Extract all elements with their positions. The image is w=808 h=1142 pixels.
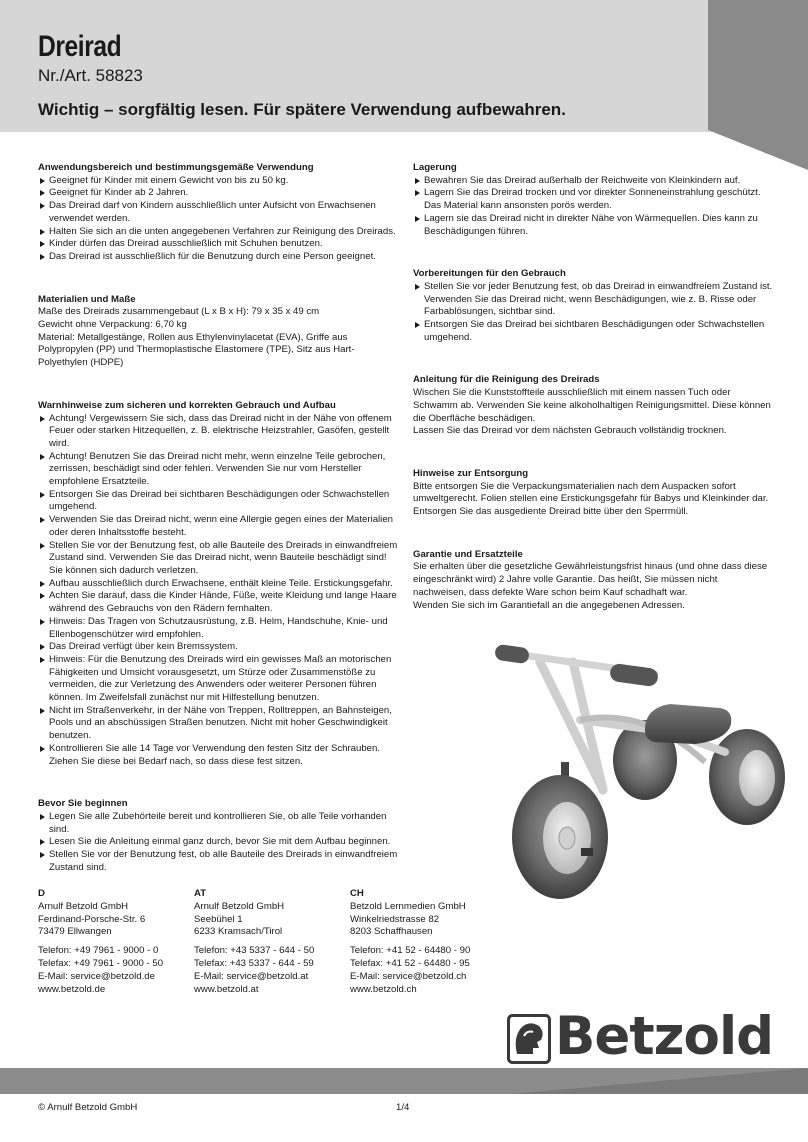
- address-block-ch: [350, 888, 470, 996]
- website: www.betzold.ch: [350, 983, 417, 995]
- list-item: Das Dreirad darf von Kindern ausschließlich unter Aufsicht von Erwachsenen verwendet werden.: [38, 200, 398, 225]
- document-title: Dreirad: [38, 30, 122, 63]
- betzold-logo-icon: [507, 1014, 551, 1064]
- section-heading: Bevor Sie beginnen: [38, 798, 128, 810]
- list-item: Halten Sie sich an die unten angegebenen Verfahren zur Reinigung des Dreirads.: [38, 226, 398, 239]
- text-line: Maße des Dreirads zusammengebaut (L x B x H): 79 x 35 x 49 cm: [38, 306, 320, 318]
- list-item: Das Dreirad verfügt über kein Bremssystem.: [38, 641, 398, 654]
- bullet-list: [38, 811, 398, 875]
- country-code: CH: [350, 888, 364, 899]
- bullet-list: [38, 413, 398, 769]
- list-item: Entsorgen Sie das Dreirad bei sichtbaren Beschädigungen oder Schwachstellen umgehend.: [413, 319, 773, 344]
- document-subtitle: Wichtig – sorgfältig lesen. Für spätere Verwendung aufbewahren.: [38, 100, 566, 119]
- section-warranty: [413, 549, 773, 613]
- list-item: Lesen Sie die Anleitung einmal ganz durch, bevor Sie mit dem Aufbau beginnen.: [38, 836, 398, 849]
- street: Ferdinand-Porsche-Str. 6: [38, 913, 146, 925]
- footer-band: [0, 1068, 808, 1094]
- header-corner-fold: [708, 0, 808, 170]
- section-heading: Hinweise zur Entsorgung: [413, 467, 529, 479]
- text-line: Gewicht ohne Verpackung: 6,70 kg: [38, 319, 187, 331]
- list-item: Stellen Sie vor jeder Benutzung fest, ob das Dreirad in einwandfreiem Zustand ist. Verwenden Sie das Dreirad nicht, wenn Beschädigungen, wie z. B. Risse oder Farbablösungen, sichtbar sind.: [413, 281, 773, 319]
- list-item: Bewahren Sie das Dreirad außerhalb der Reichweite von Kleinkindern auf.: [413, 175, 773, 188]
- betzold-logo: Betzold: [555, 1006, 774, 1067]
- list-item: Achtung! Benutzen Sie das Dreirad nicht mehr, wenn einzelne Teile gebrochen, zerrissen, beschädigt sind oder fehlen. Verwenden Sie nur vom Hersteller empfohlene Ersatzteile.: [38, 451, 398, 489]
- list-item: Lagern Sie das Dreirad trocken und vor direkter Sonneneinstrahlung geschützt. Das Material kann ansonsten porös werden.: [413, 187, 773, 212]
- page-number: 1/4: [396, 1102, 410, 1113]
- list-item: Legen Sie alle Zubehörteile bereit und kontrollieren Sie, ob alle Teile vorhanden sind.: [38, 811, 398, 836]
- section-usage: [38, 162, 398, 264]
- section-heading: Anleitung für die Reinigung des Dreirads: [413, 374, 600, 386]
- list-item: Achten Sie darauf, dass die Kinder Hände, Füße, weite Kleidung und lange Haare während des Gebrauchs von den Rädern fernhalten.: [38, 590, 398, 615]
- list-item: Achtung! Vergewissern Sie sich, dass das Dreirad nicht in der Nähe von offenem Feuer oder starken Hitzequellen, z. B. elektrische Heizstrahler, Gasöfen, gestellt wird.: [38, 413, 398, 451]
- list-item: Hinweis: Das Tragen von Schutzausrüstung, z.B. Helm, Handschuhe, Knie- und Ellenbogenschützer wird empfohlen.: [38, 616, 398, 641]
- street: Seebühel 1: [194, 913, 243, 925]
- bullet-list: [413, 175, 773, 239]
- phone: Telefon: +41 52 - 64480 - 90: [350, 945, 471, 957]
- paragraph: Lassen Sie das Dreirad vor dem nächsten Gebrauch vollständig trocknen.: [413, 425, 727, 437]
- bullet-list: [38, 175, 398, 264]
- list-item: Das Dreirad ist ausschließlich für die Benutzung durch eine Person geeignet.: [38, 251, 398, 264]
- section-storage: [413, 162, 773, 238]
- city: 73479 Ellwangen: [38, 926, 112, 938]
- list-item: Kontrollieren Sie alle 14 Tage vor Verwendung den festen Sitz der Schrauben. Ziehen Sie diese bei Bedarf nach, so dass diese fest sitzen.: [38, 743, 398, 768]
- city: 6233 Kramsach/Tirol: [194, 926, 283, 938]
- section-cleaning: [413, 374, 773, 438]
- list-item: Aufbau ausschließlich durch Erwachsene, enthält kleine Teile. Erstickungsgefahr.: [38, 578, 398, 591]
- section-before-start: [38, 798, 398, 874]
- text-line: Material: Metallgestänge, Rollen aus Ethylenvinylacetat (EVA), Griffe aus Polypropylen (PP) und Thermoplastische Elastomere (TPE), Sitz aus Hart-Polyethylen (HDPE): [38, 331, 355, 369]
- email: E-Mail: service@betzold.de: [38, 970, 155, 982]
- fax: Telefax: +43 5337 - 644 - 59: [194, 957, 314, 969]
- website: www.betzold.de: [38, 983, 106, 995]
- tricycle-image: [495, 612, 790, 912]
- company-name: Betzold Lernmedien GmbH: [350, 900, 466, 912]
- fax: Telefax: +49 7961 - 9000 - 50: [38, 957, 164, 969]
- list-item: Verwenden Sie das Dreirad nicht, wenn eine Allergie gegen eines der Materialien oder deren Inhaltsstoffe besteht.: [38, 514, 398, 539]
- list-item: Geeignet für Kinder ab 2 Jahren.: [38, 187, 398, 200]
- footer-copyright: © Arnulf Betzold GmbH: [38, 1102, 138, 1113]
- left-column: [38, 162, 398, 891]
- section-heading: Warnhinweise zum sicheren und korrekten Gebrauch und Aufbau: [38, 399, 336, 411]
- section-warnings: [38, 400, 398, 768]
- bullet-list: [413, 281, 773, 345]
- fax: Telefax: +41 52 - 64480 - 95: [350, 957, 470, 969]
- section-preparation: [413, 268, 773, 344]
- company-name: Arnulf Betzold GmbH: [194, 900, 285, 912]
- email: E-Mail: service@betzold.ch: [350, 970, 467, 982]
- city: 8203 Schaffhausen: [350, 926, 433, 938]
- email: E-Mail: service@betzold.at: [194, 970, 309, 982]
- address-block-at: [194, 888, 314, 996]
- section-heading: Lagerung: [413, 162, 457, 173]
- section-materials: [38, 294, 398, 370]
- paragraph: Bitte entsorgen Sie die Verpackungsmaterialien nach dem Auspacken sofort umweltgerecht. Folien stellen eine Erstickungsgefahr für Babys und Kleinkinder dar. Entsorgen Sie das ausgediente Dreirad bitte über den Sperrmüll.: [413, 480, 769, 518]
- list-item: Entsorgen Sie das Dreirad bei sichtbaren Beschädigungen oder Schwachstellen umgehend.: [38, 489, 398, 514]
- list-item: Hinweis: Für die Benutzung des Dreirads wird ein gewisses Maß an motorischen Fähigkeiten und Umsicht vorausgesetzt, um Stürze oder Zusammenstöße zu vermeiden, die zur Verletzung des Anwenders oder weiterer Personen führen können. Im Zweifelsfall zunächst nur mit Hilfestellung benutzen.: [38, 654, 398, 705]
- list-item: Stellen Sie vor der Benutzung fest, ob alle Bauteile des Dreirads in einwandfreiem Zustand sind.: [38, 849, 398, 874]
- section-heading: Vorbereitungen für den Gebrauch: [413, 268, 566, 280]
- paragraph: Wenden Sie sich im Garantiefall an die angegebenen Adressen.: [413, 599, 685, 611]
- company-name: Arnulf Betzold GmbH: [38, 900, 129, 912]
- country-code: AT: [194, 888, 207, 899]
- section-disposal: [413, 468, 773, 519]
- article-number: Nr./Art. 58823: [38, 66, 143, 85]
- section-heading: Garantie und Ersatzteile: [413, 548, 523, 560]
- section-heading: Materialien und Maße: [38, 293, 136, 305]
- address-block-d: [38, 888, 163, 996]
- phone: Telefon: +49 7961 - 9000 - 0: [38, 945, 159, 957]
- list-item: Geeignet für Kinder mit einem Gewicht von bis zu 50 kg.: [38, 175, 398, 188]
- paragraph: Sie erhalten über die gesetzliche Gewährleistungsfrist hinaus (und ohne dass diese eingeschränkt wird) 2 Jahre volle Garantie. Das heißt, Sie müssen nicht nachweisen, dass defekte Ware schon beim Kauf schadhaft war.: [413, 561, 768, 598]
- list-item: Kinder dürfen das Dreirad ausschließlich mit Schuhen benutzen.: [38, 238, 398, 251]
- country-code: D: [38, 888, 45, 899]
- list-item: Nicht im Straßenverkehr, in der Nähe von Treppen, Rolltreppen, an Bahnsteigen, Pools und an abschüssigen Straßen benutzen. Nicht mit hoher Geschwindigkeit benutzen.: [38, 705, 398, 743]
- website: www.betzold.at: [194, 983, 259, 995]
- section-heading: Anwendungsbereich und bestimmungsgemäße Verwendung: [38, 162, 314, 173]
- right-column: [413, 162, 773, 629]
- paragraph: Wischen Sie die Kunststoffteile ausschließlich mit einem nassen Tuch oder Schwamm ab. Verwenden Sie keine alkoholhaltigen Reinigungsmittel. Diese können die Oberfläche beschädigen.: [413, 387, 771, 424]
- list-item: Stellen Sie vor der Benutzung fest, ob alle Bauteile des Dreirads in einwandfreiem Zustand sind. Verwenden Sie das Dreirad nicht, wenn Bauteile beschädigt sind! Sie können sich dadurch verletzen.: [38, 540, 398, 578]
- list-item: Lagern sie das Dreirad nicht in direkter Nähe von Wärmequellen. Dies kann zu Beschädigungen führen.: [413, 213, 773, 238]
- phone: Telefon: +43 5337 - 644 - 50: [194, 945, 315, 957]
- street: Winkelriedstrasse 82: [350, 913, 440, 925]
